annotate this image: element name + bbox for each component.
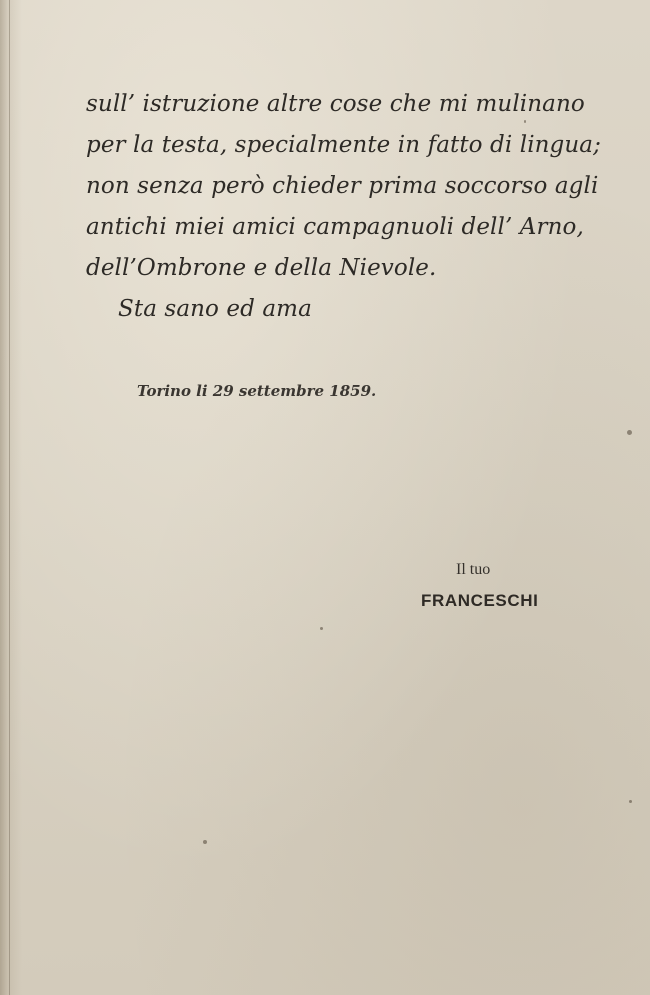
letter-signature: FRANCESCHI [421,591,539,610]
letter-dateline: Torino li 29 settembre 1859. [137,382,377,400]
letter-line: dell’Ombrone e della Nievole. [86,255,437,281]
letter-signoff: Il tuo [456,561,491,578]
letter-line: non senza però chieder prima soccorso agli [86,173,599,199]
letter-body [86,84,601,330]
paper-speck [320,627,323,630]
page-gutter-shadow [0,0,22,995]
paper-speck [627,430,632,435]
paper-speck [203,840,207,844]
letter-line: sull’ istruzione altre cose che mi mulinano [86,91,585,117]
letter-closing: Sta sano ed ama [118,296,312,322]
page-fold-line [9,0,10,995]
letter-line: antichi miei amici campagnuoli dell’ Arno, [86,214,584,240]
paper-speck [629,800,632,803]
letter-line: per la testa, specialmente in fatto di lingua; [86,132,601,158]
